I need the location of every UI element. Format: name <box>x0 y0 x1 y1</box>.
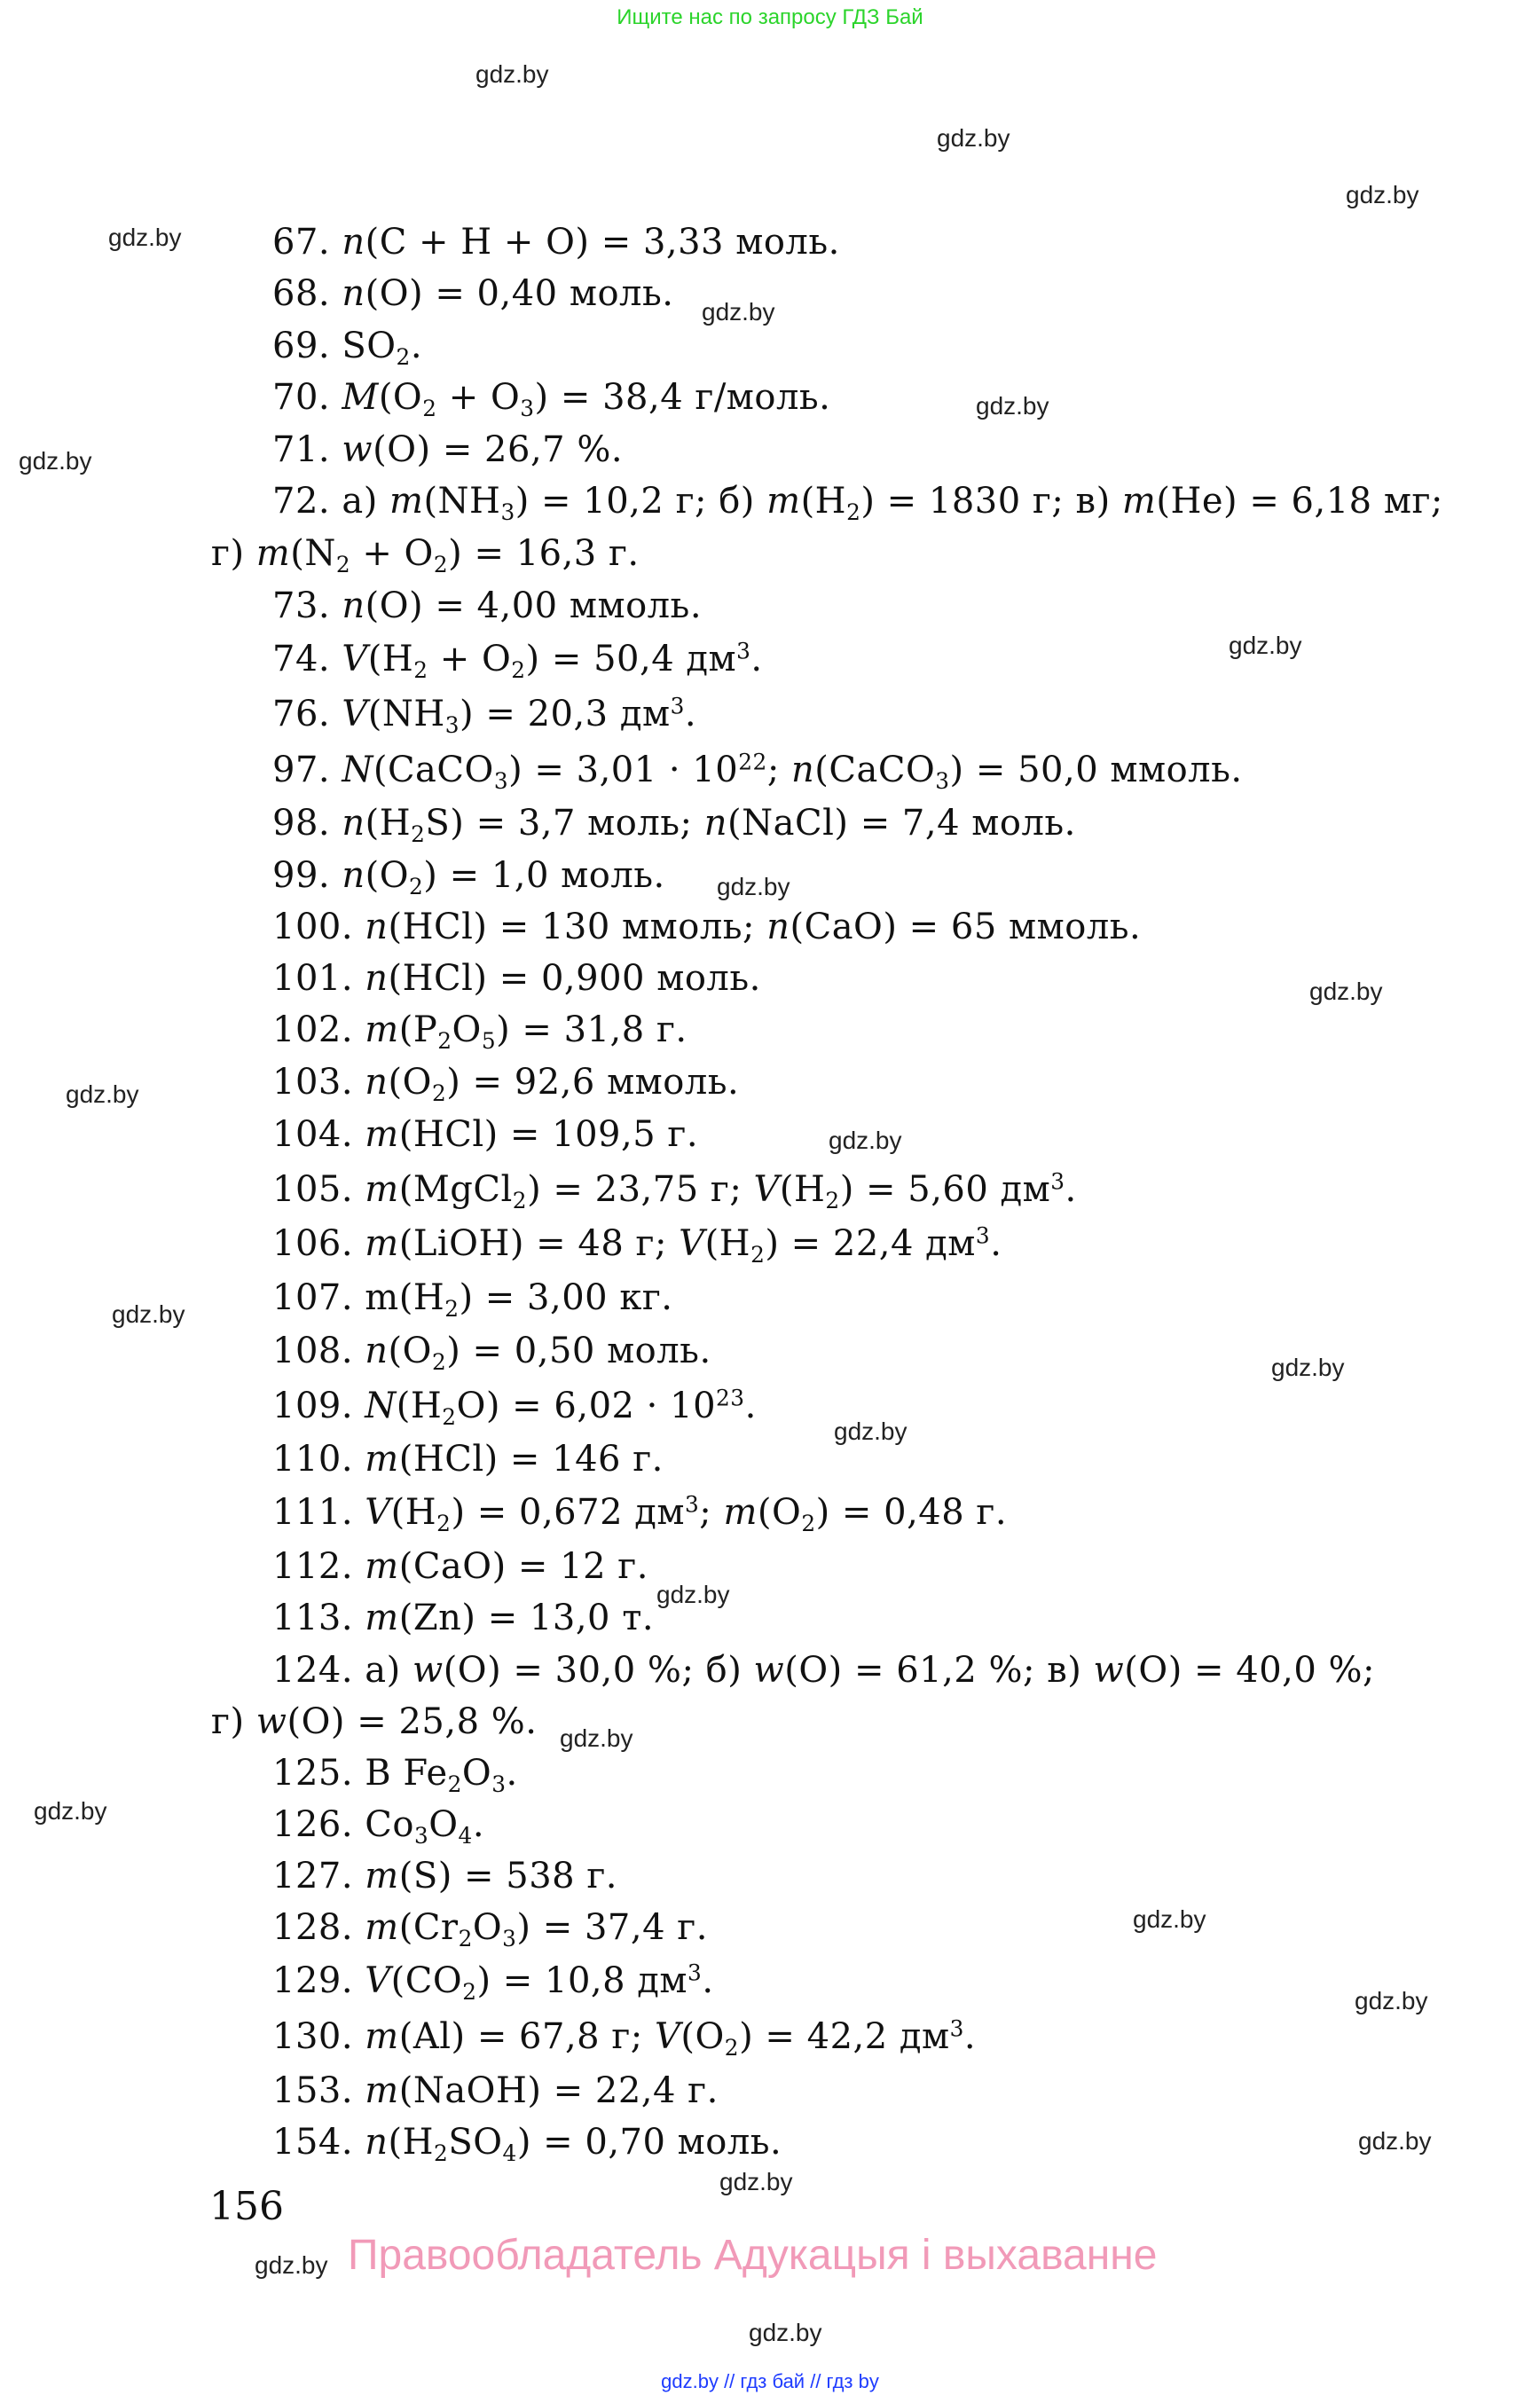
watermark: gdz.by <box>255 2251 328 2279</box>
answer-number: 70. <box>272 377 331 418</box>
watermark: gdz.by <box>976 392 1049 420</box>
answer-line: 127. m(S) = 538 г. <box>272 1856 618 1896</box>
answer-number: 153. <box>272 2070 354 2111</box>
answer-line: 124. а) w(O) = 30,0 %; б) w(O) = 61,2 %; в) w(O) = 40,0 %; <box>272 1650 1376 1691</box>
footer-links[interactable]: gdz.by // гдз бай // гдз by <box>661 2370 879 2392</box>
answer-number: 99. <box>272 855 331 896</box>
watermark: gdz.by <box>719 2168 793 2195</box>
answer-line: 68. n(O) = 0,40 моль. <box>272 273 674 314</box>
answer-line: 110. m(HCl) = 146 г. <box>272 1439 664 1480</box>
answer-line: 106. m(LiOH) = 48 г; $V(H_2) = 22,4$ $дм^3$. <box>272 1222 1002 1268</box>
top-banner[interactable]: Ищите нас по запросу ГДЗ Бай <box>617 5 923 29</box>
answer-number: 74. <box>272 639 331 679</box>
watermark: gdz.by <box>656 1581 730 1608</box>
answer-line: 76. $V(NH_3) = 20,3$ $дм^3$. <box>272 693 697 738</box>
answer-line: 111. $V(H_2) = 0,672$ $дм^3$; $m(O_2) = 0,48$ г. <box>272 1491 1008 1536</box>
answer-line: 101. n(HCl) = 0,900 моль. <box>272 958 761 999</box>
answer-letter: г) <box>211 533 245 574</box>
answer-number: 100. <box>272 907 354 947</box>
answer-line: 100. n(HCl) = 130 ммоль; n(CaO) = 65 ммоль. <box>272 907 1142 947</box>
watermark: gdz.by <box>1271 1354 1345 1381</box>
answer-number: 128. <box>272 1907 354 1948</box>
answer-line: 129. $V(CO_2) = 10,8$ $дм^3$. <box>272 1959 714 2005</box>
answer-number: 106. <box>272 1223 354 1264</box>
answer-number: 127. <box>272 1856 354 1896</box>
answer-line: 109. $N(H_2O) = 6,02 \cdot 10^{23}$. <box>272 1385 757 1430</box>
answer-number: 111. <box>272 1492 354 1533</box>
watermark: gdz.by <box>717 873 790 900</box>
answer-line: 74. $V(H_2 + O_2) = 50,4$ $дм^3$. <box>272 638 763 683</box>
answer-number: 71. <box>272 429 331 470</box>
answer-number: 113. <box>272 1598 354 1638</box>
answer-line: 107. $m(H_2) = 3,00$ кг. <box>272 1277 673 1322</box>
answer-number: 104. <box>272 1114 354 1155</box>
answer-line: 112. m(CaO) = 12 г. <box>272 1546 648 1587</box>
answer-line: 130. m(Al) = 67,8 г; $V(O_2) = 42,2$ $дм^3$. <box>272 2015 977 2061</box>
answer-line: 154. $n(H_2SO_4) = 0,70$ моль. <box>272 2122 782 2166</box>
watermark: gdz.by <box>560 1724 633 1752</box>
answer-number: 154. <box>272 2122 354 2163</box>
answer-line: 108. $n(O_2) = 0,50$ моль. <box>272 1331 711 1375</box>
answer-number: 125. <box>272 1753 354 1794</box>
answer-line: 105. m(MgCl$_2$) = 23,75 г; $V(H_2) = 5,60$ $дм^3$. <box>272 1168 1077 1213</box>
watermark: gdz.by <box>108 224 182 251</box>
answer-line: 99. $n(O_2) = 1,0$ моль. <box>272 855 665 899</box>
answer-number: 98. <box>272 803 331 844</box>
answer-number: 72. <box>272 481 331 522</box>
watermark: gdz.by <box>834 1417 908 1445</box>
answer-number: 103. <box>272 1062 354 1103</box>
watermark: gdz.by <box>1229 632 1302 659</box>
answer-line: 126. $Co_3O_4$. <box>272 1804 485 1849</box>
answer-line: 72. а) $m(NH_3) = 10,2$ г; б) $m(H_2) = 1830$ г; в) m(He) = 6,18 мг; <box>272 481 1443 525</box>
page-number: 156 <box>209 2184 284 2229</box>
answer-number: 105. <box>272 1169 354 1210</box>
answer-number: 107. <box>272 1277 354 1318</box>
watermark: gdz.by <box>702 298 775 326</box>
answer-number: 73. <box>272 585 331 626</box>
answer-number: 102. <box>272 1009 354 1050</box>
answer-number: 67. <box>272 222 331 263</box>
watermark: gdz.by <box>19 447 92 475</box>
watermark: gdz.by <box>34 1797 107 1825</box>
watermark: gdz.by <box>66 1080 139 1108</box>
answer-number: 101. <box>272 958 354 999</box>
answer-number: 110. <box>272 1439 354 1480</box>
answer-number: 130. <box>272 2016 354 2057</box>
rights-notice: Правообладатель Адукацыя і выхаванне <box>348 2232 1158 2279</box>
answer-line: 73. n(O) = 4,00 ммоль. <box>272 585 703 626</box>
answer-line: 71. w(O) = 26,7 %. <box>272 429 624 470</box>
watermark: gdz.by <box>1309 978 1383 1005</box>
answer-number: 109. <box>272 1386 354 1426</box>
watermark: gdz.by <box>112 1300 185 1328</box>
watermark: gdz.by <box>937 124 1010 152</box>
watermark: gdz.by <box>1346 181 1419 208</box>
answer-letter: г) <box>211 1701 245 1742</box>
answer-line: 70. $M(O_2 + O_3) = 38,4$ г/моль. <box>272 377 831 421</box>
answer-number: 68. <box>272 273 331 314</box>
answer-number: 76. <box>272 694 331 734</box>
watermark: gdz.by <box>475 60 549 88</box>
answer-line: 97. N(CaCO$_3$) = $3,01 \cdot 10^{22}$; n(CaCO$_3$) = 50,0 ммоль. <box>272 749 1243 794</box>
answer-number: 69. <box>272 326 331 366</box>
watermark: gdz.by <box>1355 1987 1428 2014</box>
answer-line: 98. $n(H_2S) = 3,7$ моль; n(NaCl) = 7,4 моль. <box>272 803 1076 847</box>
answer-number: 112. <box>272 1546 354 1587</box>
answer-number: 108. <box>272 1331 354 1371</box>
answer-line: 103. $n(O_2) = 92,6$ ммоль. <box>272 1062 740 1106</box>
watermark: gdz.by <box>1358 2127 1432 2155</box>
answer-number: 97. <box>272 750 331 790</box>
answer-line: 104. m(HCl) = 109,5 г. <box>272 1114 699 1155</box>
answer-line: 67. n(C + H + O) = 3,33 моль. <box>272 222 840 263</box>
answer-line: 113. m(Zn) = 13,0 т. <box>272 1598 655 1638</box>
answer-line: 128. $m(Cr_2O_3) = 37,4$ г. <box>272 1907 708 1951</box>
answer-line: 102. $m(P_2O_5) = 31,8$ г. <box>272 1009 688 1054</box>
answer-number: 129. <box>272 1960 354 2001</box>
answer-line: 69. $SO_2$. <box>272 326 423 370</box>
watermark: gdz.by <box>829 1127 902 1154</box>
answer-line: 125. В $Fe_2O_3$. <box>272 1753 518 1797</box>
answer-line: 153. m(NaOH) = 22,4 г. <box>272 2070 719 2111</box>
answer-number: 126. <box>272 1804 354 1845</box>
watermark: gdz.by <box>749 2319 822 2346</box>
answer-line: г) $m(N_2 + O_2) = 16,3$ г. <box>211 533 640 577</box>
answer-line: г) w(O) = 25,8 %. <box>211 1701 538 1742</box>
watermark: gdz.by <box>1133 1905 1206 1933</box>
answer-number: 124. <box>272 1650 354 1691</box>
